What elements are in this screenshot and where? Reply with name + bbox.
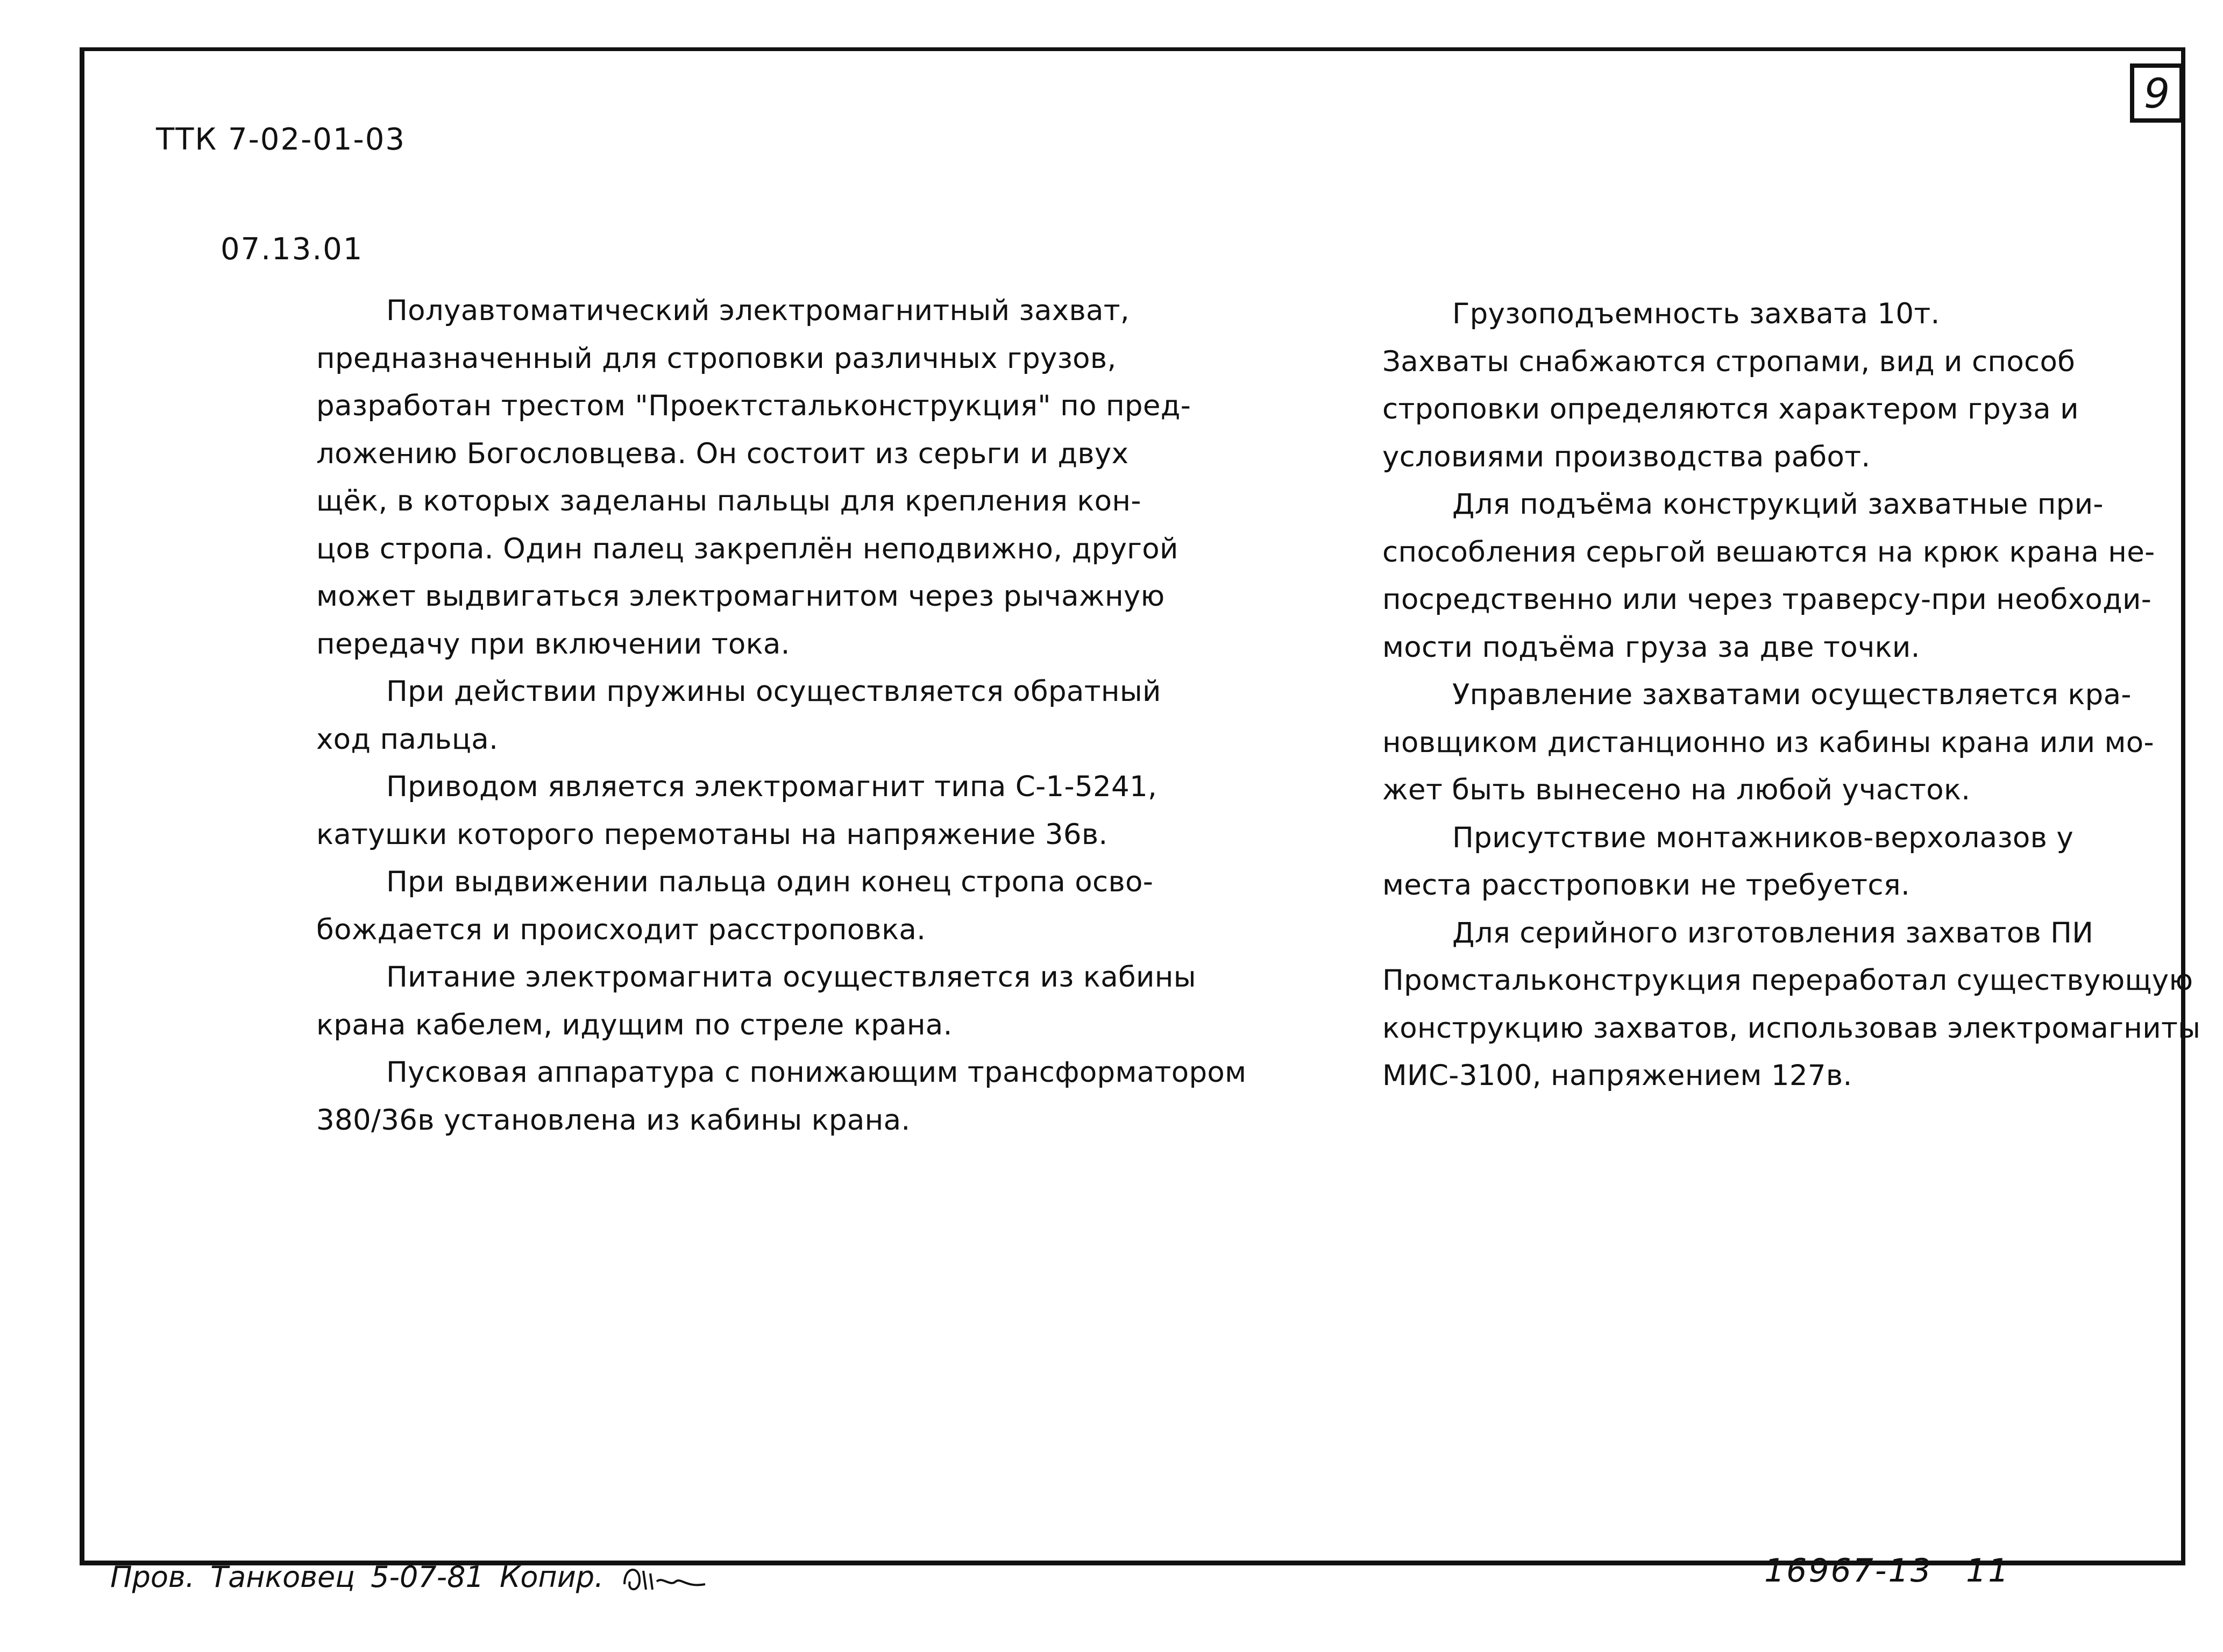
left-column-line: ложению Богословцева. Он состоит из серьги и двух (316, 437, 1129, 470)
right-column-line: Присутствие монтажников-верхолазов у (1452, 821, 2074, 854)
document-number: 16967-13 (1764, 1552, 1933, 1590)
left-column-line: Пусковая аппаратура с понижающим трансформатором (386, 1056, 1247, 1089)
left-column-line: Полуавтоматический электромагнитный захват, (386, 294, 1130, 327)
right-column-line: условиями производства работ. (1382, 440, 1871, 473)
left-column-line: 380/36в установлена из кабины крана. (316, 1103, 911, 1137)
left-column-line: бождается и происходит расстроповка. (316, 913, 926, 946)
title-block-stamp (110, 1560, 711, 1598)
right-column-line: жет быть вынесено на любой участок. (1382, 774, 1971, 806)
document-date: 07.13.01 (221, 232, 364, 267)
left-column-line: передачу при включении тока. (316, 627, 790, 661)
right-column-line: мости подъёма груза за две точки. (1382, 630, 1920, 664)
right-column-line: Промстальконструкция переработал существующую (1382, 964, 2193, 997)
checked-name: Танковец (210, 1560, 355, 1594)
page-number: 11 (1965, 1552, 2011, 1590)
document-code: ТТК 7-02-01-03 (156, 122, 406, 157)
left-column-line: ход пальца. (316, 722, 499, 756)
right-column-line: способления серьгой вешаются на крюк крана не- (1382, 535, 2155, 569)
right-column-line: МИС-3100, напряжением 127в. (1382, 1059, 1852, 1092)
left-text-column (316, 287, 1246, 1144)
sheet-number: 9 (2143, 69, 2170, 117)
right-column-line: посредственно или через траверсу-при необходи- (1382, 583, 2152, 616)
right-column-line: Для подъёма конструкций захватные при- (1452, 488, 2104, 521)
left-column-line: может выдвигаться электромагнитом через рычажную (316, 580, 1165, 613)
document-number-block (1764, 1552, 2010, 1590)
left-column-line: цов стропа. Один палец закреплён неподвижно, другой (316, 532, 1178, 565)
signature-mark (619, 1560, 711, 1598)
right-column-line: Для серийного изготовления захватов ПИ (1452, 916, 2094, 949)
checked-date: 5-07-81 (371, 1560, 484, 1594)
left-column-line: катушки которого перемотаны на напряжение 36в. (316, 818, 1108, 851)
left-column-line: крана кабелем, идущим по стреле крана. (316, 1008, 953, 1041)
right-column-line: Захваты снабжаются стропами, вид и способ (1382, 345, 2076, 378)
left-column-line: щёк, в которых заделаны пальцы для крепления кон- (316, 485, 1141, 517)
checked-label: Пров. (110, 1560, 195, 1594)
right-column-line: строповки определяются характером груза и (1382, 393, 2079, 426)
right-column-line: новщиком дистанционно из кабины крана или мо- (1382, 726, 2154, 759)
right-column-line: места расстроповки не требуется. (1382, 869, 1910, 902)
right-text-column (1382, 290, 2200, 1100)
right-column-line: конструкцию захватов, использовав электромагниты (1382, 1011, 2201, 1045)
left-column-line: предназначенный для строповки различных грузов, (316, 342, 1117, 375)
sheet-number-box (2130, 63, 2184, 123)
right-column-line: Управление захватами осуществляется кра- (1452, 678, 2132, 711)
document-code-block (156, 48, 406, 304)
left-column-line: При действии пружины осуществляется обратный (386, 675, 1161, 708)
left-column-line: разработан трестом "Проектстальконструкция" по пред- (316, 389, 1191, 422)
left-column-line: Приводом является электромагнит типа С-1-5241, (386, 770, 1157, 803)
copied-label: Копир. (500, 1560, 604, 1594)
right-column-line: Грузоподъемность захвата 10т. (1452, 297, 1940, 330)
left-column-line: Питание электромагнита осуществляется из кабины (386, 961, 1196, 994)
left-column-line: При выдвижении пальца один конец стропа осво- (386, 866, 1154, 898)
